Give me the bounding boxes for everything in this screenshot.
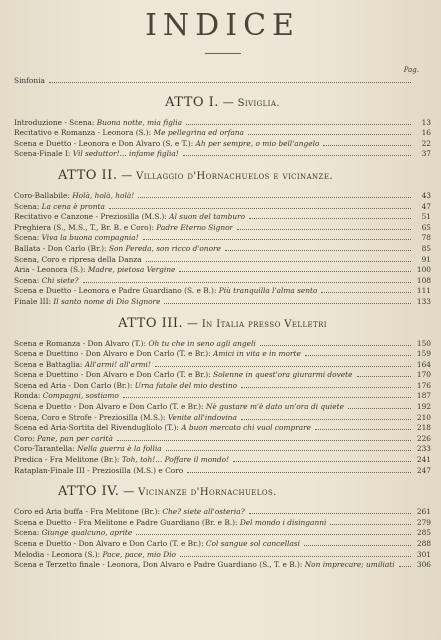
act-place: In Italia presso Velletri: [201, 318, 327, 330]
entry-description: Scena e Duettino - Don Alvaro e Don Carlo (T. e Br.):: [14, 370, 214, 380]
entry-description: Aria - Leonora (S.):: [14, 265, 88, 275]
entry-description: Scena e Duetto - Don Alvaro e Don Carlo (T. e Br.):: [14, 539, 206, 548]
index-entry: [14, 455, 431, 466]
act-dash: —: [121, 168, 133, 182]
act-heading: [14, 95, 431, 110]
entry-page: 192: [416, 402, 431, 412]
entry-page: 43: [421, 190, 431, 200]
leader-dots: [183, 155, 411, 156]
index-entry: [14, 466, 431, 477]
leader-dots: [117, 440, 411, 441]
entry-text: [14, 455, 229, 466]
leader-dots: [249, 218, 411, 219]
entry-incipit: Che? siete all'osteria?: [162, 507, 245, 517]
entry-description: Ballata - Don Carlo (Br.):: [14, 243, 109, 253]
act-heading: [14, 484, 431, 499]
entry-incipit: Vil seduttor!... infame figlia!: [72, 149, 179, 159]
entry-text: [14, 255, 142, 266]
entry-text: [14, 381, 237, 392]
entry-page: 100: [416, 265, 431, 275]
entry-description: Scena:: [14, 275, 42, 285]
entry-page: 285: [416, 528, 431, 538]
entry-page: 164: [416, 359, 431, 369]
entry-page: 247: [416, 465, 431, 475]
entry-page: 233: [416, 444, 431, 454]
entry-page: 261: [416, 507, 431, 517]
entry-page: 22: [421, 138, 431, 148]
leader-dots: [348, 408, 411, 409]
entry-page: 85: [421, 243, 431, 253]
entry-description: Scena e Duetto - Leonora e Padre Guardiano (S. e B.):: [14, 286, 219, 296]
entry-text: [14, 149, 179, 160]
index-entry: [14, 118, 431, 129]
index-entry: [14, 212, 431, 223]
entry-incipit: Al suon del tamburo: [169, 212, 246, 222]
entry-page: 279: [416, 517, 431, 527]
entry-description: Scena e Duetto - Leonora e Don Alvaro (S. e T.):: [14, 138, 196, 148]
leader-dots: [304, 545, 411, 546]
entry-description: Scena e Battaglia:: [14, 359, 85, 369]
entry-description: Rataplan-Finale III - Preziosilla (M.S.) e Coro: [14, 465, 184, 475]
index-entry: [14, 223, 431, 234]
act-dash: —: [186, 316, 198, 330]
entry-text: [14, 518, 326, 529]
leader-dots: [166, 450, 411, 451]
entry-description: Scena e Duettino - Don Alvaro e Don Carlo (T. e Br.):: [14, 349, 214, 359]
entry-page: 13: [421, 117, 431, 127]
entry-description: Ronda:: [14, 391, 43, 401]
entry-incipit: Chi siete?: [41, 275, 79, 285]
entry-text: [14, 528, 132, 539]
leader-dots: [241, 387, 411, 388]
entry-page: 301: [416, 549, 431, 559]
entry-page: 16: [421, 128, 431, 138]
leader-dots: [136, 534, 411, 535]
sinfonia-entry: [14, 76, 431, 87]
entry-text: [14, 360, 151, 371]
entry-page: 47: [421, 201, 431, 211]
index-entry: [14, 276, 431, 287]
entry-page: 241: [416, 455, 431, 465]
index-entry: [14, 413, 431, 424]
entry-page: 226: [416, 433, 431, 443]
act-dash: —: [123, 485, 135, 499]
index-entry: [14, 297, 431, 308]
entry-description: Scena e Terzetto finale - Leonora, Don Alvaro e Padre Guardiano (S., T. e B.):: [14, 560, 305, 570]
entry-text: [14, 202, 105, 213]
index-entry: [14, 265, 431, 276]
entry-page: 37: [421, 149, 431, 159]
index-entry: [14, 528, 431, 539]
entry-page: 306: [416, 560, 431, 570]
entry-page: 187: [416, 391, 431, 401]
index-entry: [14, 139, 431, 150]
entry-incipit: Compagni, sostiamo: [42, 391, 119, 401]
entry-text: [14, 223, 233, 234]
entry-page: 170: [416, 370, 431, 380]
act-label: ATTO IV.: [58, 484, 120, 500]
entry-description: Scena:: [14, 201, 42, 211]
act-section: [14, 316, 431, 477]
entry-page: 51: [421, 212, 431, 222]
leader-dots: [249, 513, 411, 514]
entry-text: [14, 244, 221, 255]
index-entry: [14, 539, 431, 550]
entry-description: Coro-Ballabile:: [14, 190, 73, 200]
entry-description: Predica - Fra Melitone (Br.):: [14, 455, 122, 465]
entry-text: [14, 507, 245, 518]
entry-description: Recitativo e Romanza - Leonora (S.):: [14, 128, 154, 138]
entry-text: [14, 128, 244, 139]
index-entry: [14, 381, 431, 392]
entry-description: Scena:: [14, 528, 42, 538]
index-entry: [14, 402, 431, 413]
title-divider: [205, 53, 241, 54]
leader-dots: [225, 250, 411, 251]
leader-dots: [357, 376, 412, 377]
entry-incipit: Amici in vita e in morte: [213, 349, 301, 359]
leader-dots: [330, 524, 411, 525]
index-entry: [14, 128, 431, 139]
entry-text: [14, 349, 301, 360]
index-entry: [14, 349, 431, 360]
leader-dots: [179, 271, 411, 272]
act-section: [14, 484, 431, 571]
leader-dots: [237, 229, 411, 230]
act-label: ATTO II.: [58, 167, 118, 183]
index-entry: [14, 233, 431, 244]
page-title: INDICE: [145, 8, 300, 43]
index-entry: [14, 286, 431, 297]
entry-text: [14, 370, 353, 381]
leader-dots: [323, 145, 411, 146]
act-section: [14, 168, 431, 308]
entry-text: [14, 539, 300, 550]
entry-description: Preghiera (S., M.S., T., Br. B. e Coro):: [14, 222, 157, 232]
entry-text: [14, 118, 182, 129]
index-entry: [14, 339, 431, 350]
entry-text: [14, 444, 162, 455]
act-place: Siviglia.: [237, 97, 280, 109]
peg-label: Pag.: [403, 66, 419, 74]
entry-description: Scena ed Aria - Don Carlo (Br.):: [14, 380, 135, 390]
leader-dots: [49, 82, 411, 83]
entry-incipit: Padre Eterno Signor: [156, 222, 234, 232]
entry-incipit: Madre, pietosa Vergine: [87, 265, 176, 275]
leader-dots: [164, 303, 411, 304]
entry-description: Scena e Romanza - Don Alvaro (T.):: [14, 338, 149, 348]
entry-text: [14, 191, 134, 202]
entry-text: [14, 466, 183, 477]
entry-description: Scena, Coro e ripresa della Danza: [14, 254, 142, 264]
leader-dots: [180, 556, 411, 557]
index-entry: [14, 507, 431, 518]
entry-incipit: Nè gustare m'è dato un'ora di quiete: [205, 402, 344, 412]
entry-description: Recitativo e Canzone - Preziosilla (M.S.):: [14, 212, 170, 222]
act-heading: [14, 316, 431, 331]
index-entry: [14, 370, 431, 381]
entry-description: Scena:: [14, 233, 42, 243]
entry-text: [14, 423, 311, 434]
entry-page: 111: [416, 286, 431, 296]
entry-page: 218: [416, 423, 431, 433]
leader-dots: [233, 461, 411, 462]
entry-incipit: Me pellegrina ed orfana: [153, 128, 244, 138]
entry-text: [14, 402, 344, 413]
index-entry: [14, 423, 431, 434]
index-entry: [14, 149, 431, 160]
entry-description: Coro:: [14, 433, 37, 443]
entry-incipit: Toh, toh!... Poffare il mondo!: [121, 455, 230, 465]
leader-dots: [399, 566, 411, 567]
entry-text: [14, 233, 139, 244]
entry-incipit: Solenne in quest'ora giurarmi dovete: [213, 370, 353, 380]
entry-incipit: La cena è pronta: [41, 201, 105, 211]
entry-incipit: Del mondo i disinganni: [239, 517, 327, 527]
leader-dots: [187, 472, 411, 473]
index-entry: [14, 550, 431, 561]
entry-incipit: Venite all'indovina: [167, 412, 237, 422]
index-entry: [14, 255, 431, 266]
entry-incipit: Pace, pace, mio Dio: [102, 549, 176, 559]
entry-page: 91: [421, 254, 431, 264]
entry-text: [14, 560, 395, 571]
leader-dots: [155, 366, 411, 367]
entry-page: 150: [416, 338, 431, 348]
leader-dots: [146, 261, 411, 262]
entry-page: 159: [416, 349, 431, 359]
leader-dots: [248, 134, 411, 135]
entry-incipit: All'armi! all'armi!: [84, 359, 151, 369]
entry-text: [14, 339, 256, 350]
index-entry: [14, 444, 431, 455]
leader-dots: [315, 429, 411, 430]
entry-page: 176: [416, 380, 431, 390]
leader-dots: [143, 239, 411, 240]
act-place: Villaggio d'Hornachuelos e vicinanze.: [136, 170, 333, 182]
act-label: ATTO I.: [165, 94, 219, 110]
page-column-label: [14, 66, 431, 76]
entry-page: 78: [421, 233, 431, 243]
entry-incipit: Son Pereda, son ricco d'onore: [108, 243, 221, 253]
entry-text: [14, 286, 317, 297]
entry-incipit: Col sangue sol cancellasi: [205, 539, 300, 548]
index-entry: [14, 191, 431, 202]
leader-dots: [109, 208, 411, 209]
index-entry: [14, 244, 431, 255]
leader-dots: [321, 292, 411, 293]
entry-description: Scena, Coro e Strofe - Preziosilla (M.S.):: [14, 412, 168, 422]
entry-incipit: Urna fatale del mio destino: [134, 380, 238, 390]
entry-incipit: Più tranquilla l'alma sento: [218, 286, 318, 296]
entry-description: Scena ed Aria-Sortita del Rivendugliolo (T.):: [14, 423, 182, 433]
entry-incipit: Viva la buona compagnia!: [41, 233, 139, 243]
entry-description: Finale III:: [14, 296, 54, 306]
index-entry: [14, 518, 431, 529]
entry-text: [14, 434, 113, 445]
entry-description: Scena e Duetto - Fra Melitone e Padre Guardiano (Br. e B.):: [14, 517, 240, 527]
acts-container: [14, 95, 431, 571]
entry-incipit: Nella guerra è la follia: [77, 444, 162, 454]
entry-page: 288: [416, 539, 431, 548]
entry-incipit: Pane, pan per carità: [36, 433, 113, 443]
entry-incipit: Giunge qualcuno, aprite: [41, 528, 133, 538]
entry-text: [14, 550, 176, 561]
entry-page: 65: [421, 222, 431, 232]
entry-incipit: Il santo nome di Dio Signore: [53, 296, 161, 306]
entry-page: 108: [416, 275, 431, 285]
entry-description: Scena-Finale I:: [14, 149, 73, 159]
index-entry: [14, 560, 431, 571]
leader-dots: [305, 355, 411, 356]
act-place: Vicinanze d'Hornachuelos.: [138, 487, 277, 499]
index-entry: [14, 391, 431, 402]
entry-description: Introduzione - Scena:: [14, 117, 97, 127]
entry-page: 210: [416, 412, 431, 422]
entry-text: [14, 139, 319, 150]
entry-description: Coro-Tarantella:: [14, 444, 78, 454]
index-entry: [14, 360, 431, 371]
entry-text: [14, 391, 119, 402]
entry-description: Coro ed Aria buffa - Fra Melitone (Br.):: [14, 507, 163, 517]
leader-dots: [260, 345, 411, 346]
entry-text: [14, 265, 175, 276]
entry-description: Scena e Duetto - Don Alvaro e Don Carlo (T. e Br.):: [14, 402, 206, 412]
leader-dots: [138, 197, 411, 198]
act-section: [14, 95, 431, 160]
leader-dots: [83, 282, 411, 283]
entry-text: [14, 212, 245, 223]
entry-page: 133: [416, 296, 431, 306]
index-entry: [14, 202, 431, 213]
leader-dots: [123, 397, 411, 398]
entry-incipit: Buona notte, mia figlia: [96, 117, 183, 127]
entry-incipit: Non imprecare; umiliati: [304, 560, 395, 570]
entry-text: [14, 276, 79, 287]
index-entry: [14, 434, 431, 445]
act-label: ATTO III.: [118, 315, 184, 331]
leader-dots: [241, 419, 411, 420]
entry-text: Sinfonia: [14, 76, 45, 85]
entry-text: [14, 413, 237, 424]
entry-incipit: Oh tu che in seno agli angeli: [148, 338, 256, 348]
entry-text: [14, 297, 160, 308]
leader-dots: [186, 124, 411, 125]
entry-incipit: A buon mercato chi vuol comprare: [181, 423, 312, 433]
entry-incipit: Holà, holà, holà!: [72, 190, 135, 200]
entry-description: Melodia - Leonora (S.):: [14, 549, 103, 559]
entry-incipit: Ah per sempre, o mio bell'angelo: [195, 138, 320, 148]
act-heading: [14, 168, 431, 183]
act-dash: —: [222, 95, 234, 109]
